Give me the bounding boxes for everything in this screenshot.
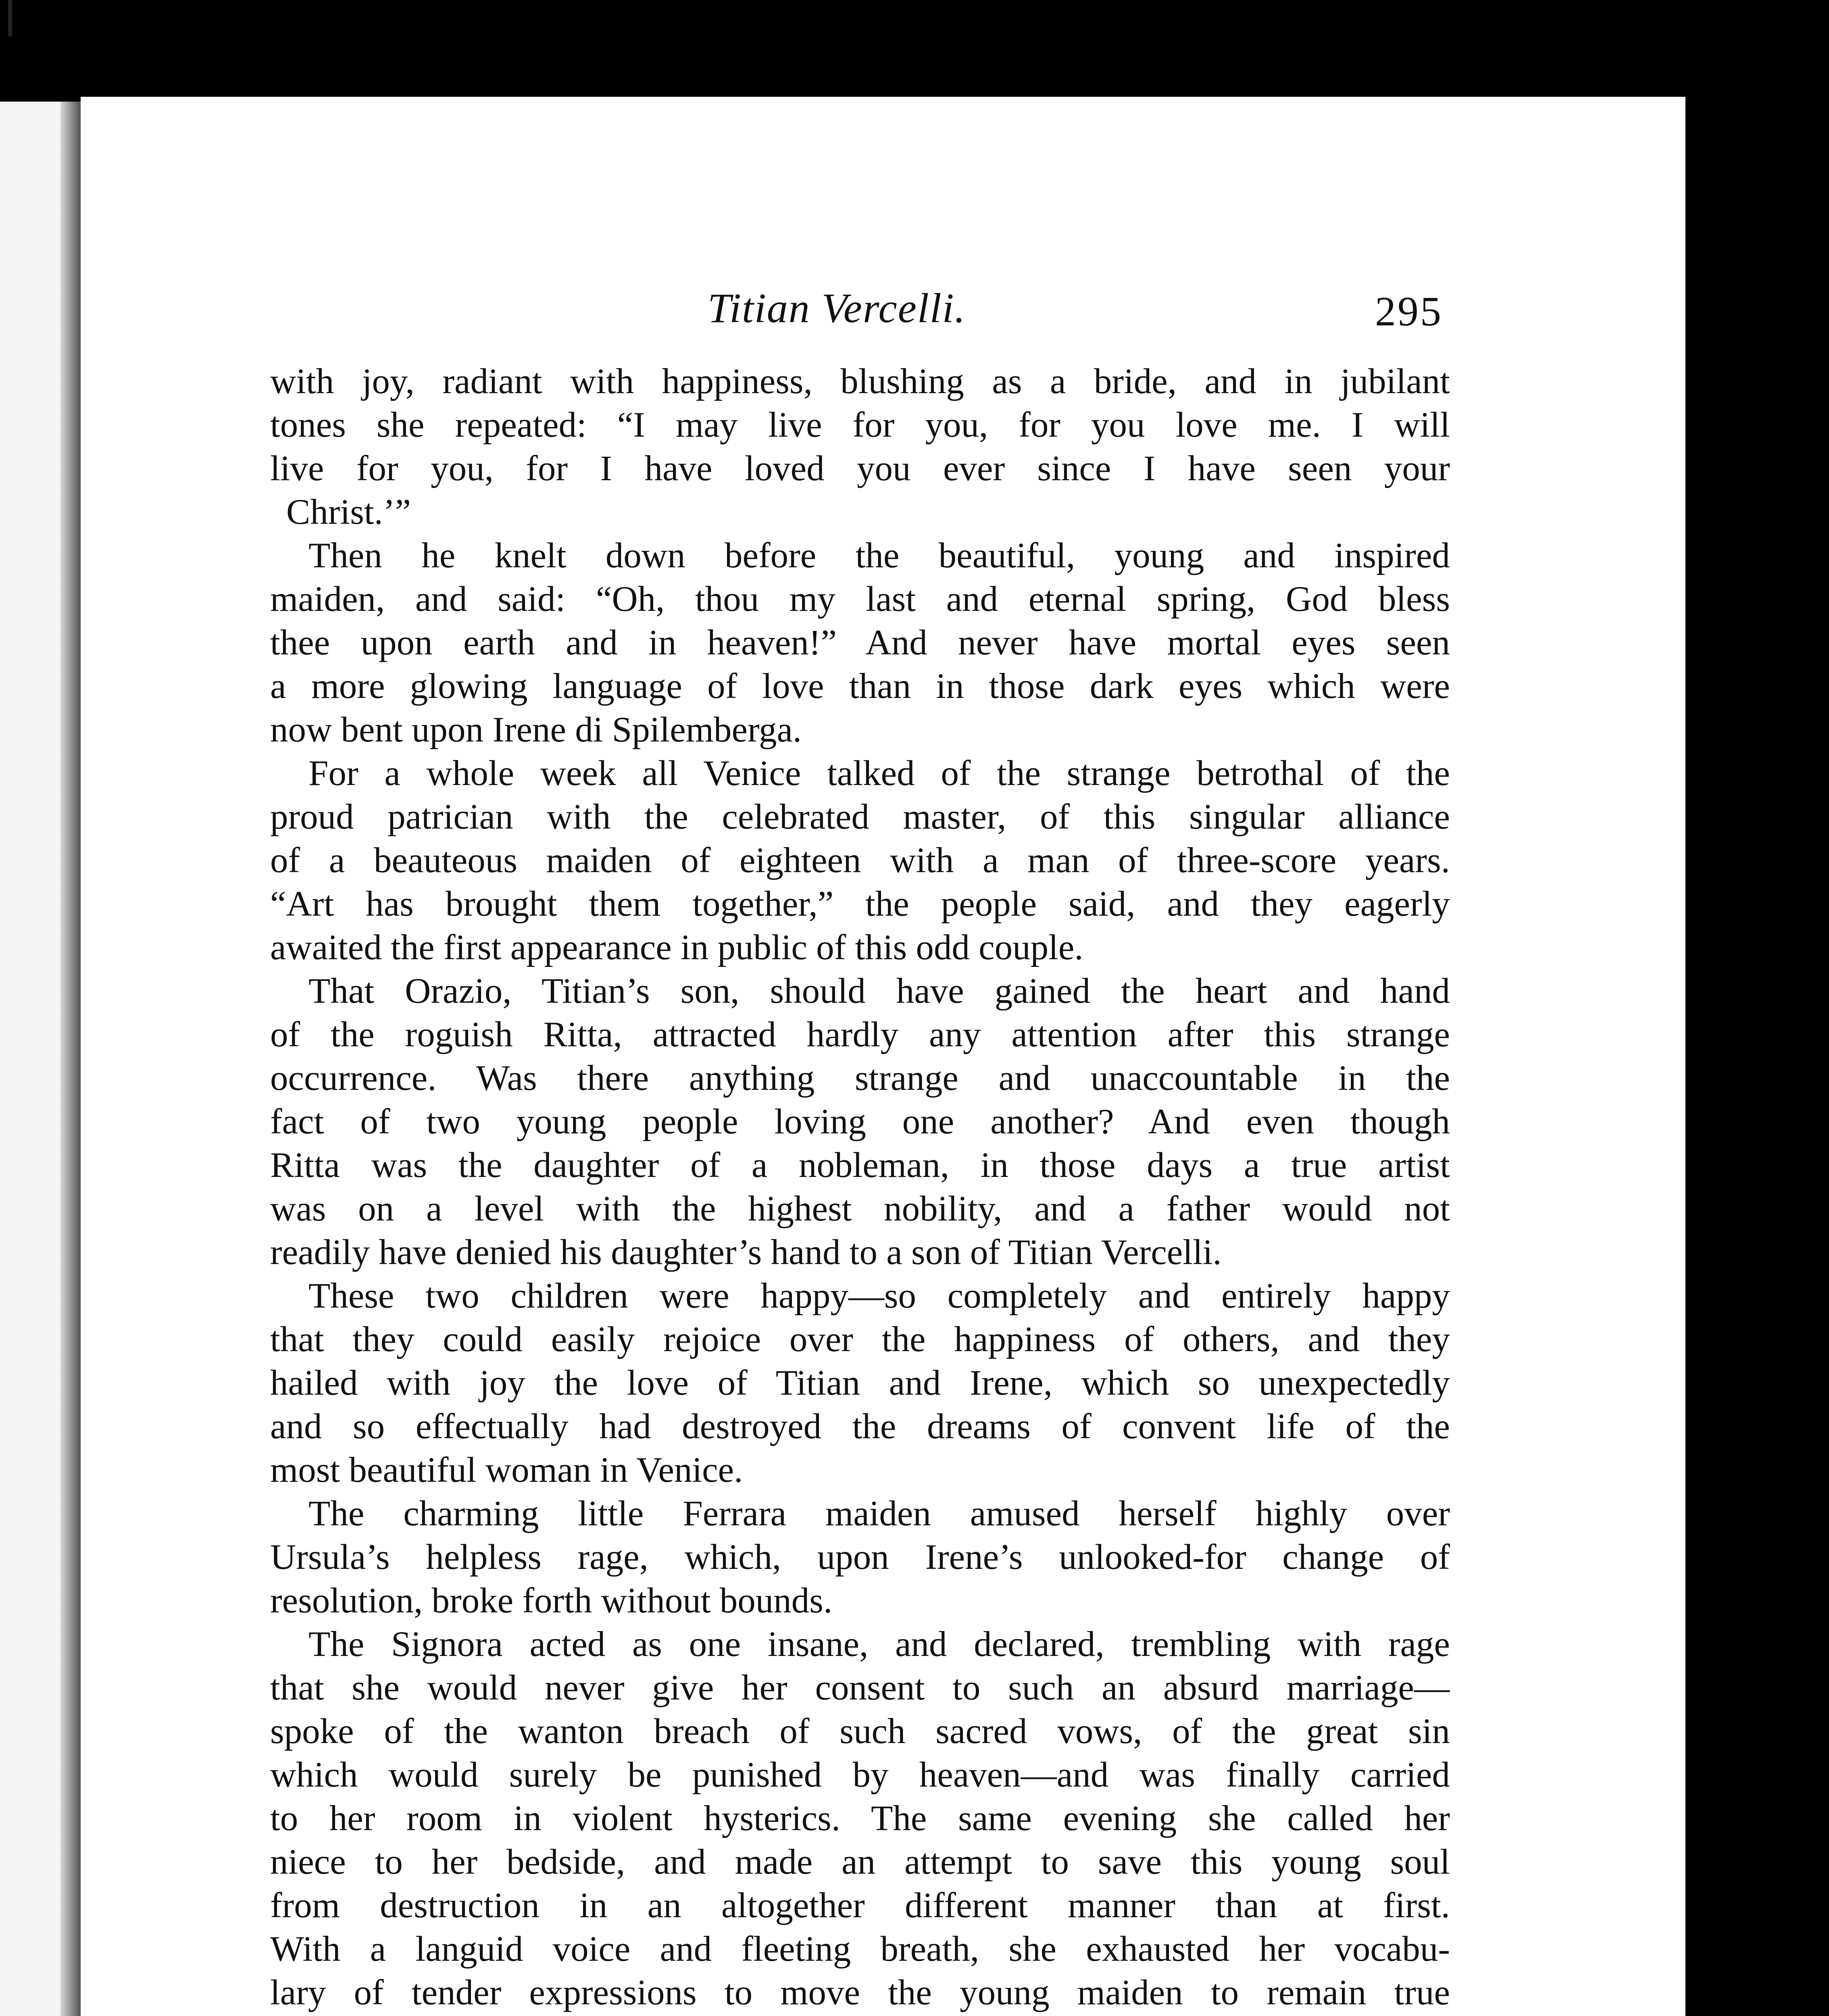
text-line: That Orazio, Titian’s son, should have gained the heart and hand [308, 971, 1450, 1011]
text-line [270, 2014, 1450, 2016]
text-line: The charming little Ferrara maiden amused herself highly over [308, 1494, 1450, 1533]
text-line: Then he knelt down before the beautiful, young and inspired [308, 536, 1450, 575]
text-line: with joy, radiant with happiness, blushing as a bride, and in jubilant [270, 362, 1450, 401]
running-head: Titian Vercelli. [708, 285, 966, 331]
text-line: of the roguish Ritta, attracted hardly any attention after this strange [270, 1015, 1450, 1054]
text-line: from destruction in an altogether different manner than at first. [270, 1886, 1450, 1925]
text-line: Christ.’” [286, 492, 411, 532]
text-line: Ursula’s helpless rage, which, upon Irene’s unlooked-for change of [270, 1537, 1450, 1577]
text-line: fact of two young people loving one another? And even though [270, 1102, 1450, 1141]
text-line: “Art has brought them together,” the people said, and they eagerly [270, 884, 1450, 924]
book-page [81, 97, 1685, 2016]
text-line: resolution, broke forth without bounds. [270, 1581, 833, 1620]
text-line: lary of tender expressions to move the young maiden to remain true [270, 1973, 1450, 2012]
text-line: With a languid voice and fleeting breath, she exhausted her vocabu- [270, 1929, 1450, 1969]
body-text [270, 360, 1450, 2016]
text-line: For a whole week all Venice talked of the strange betrothal of the [308, 754, 1450, 793]
text-line: awaited the first appearance in public of this odd couple. [270, 928, 1083, 967]
text-line: maiden, and said: “Oh, thou my last and eternal spring, God bless [270, 579, 1450, 619]
text-line: and so effectually had destroyed the dreams of convent life of the [270, 1407, 1450, 1446]
text-line: live for you, for I have loved you ever since I have seen your [270, 449, 1450, 488]
text-line: thee upon earth and in heaven!” And never have mortal eyes seen [270, 623, 1450, 662]
text-line: that they could easily rejoice over the happiness of others, and they [270, 1320, 1450, 1359]
text-line: The Signora acted as one insane, and declared, trembling with rage [308, 1624, 1450, 1664]
text-line: hailed with joy the love of Titian and Irene, which so unexpectedly [270, 1363, 1450, 1403]
text-line: now bent upon Irene di Spilemberga. [270, 710, 802, 750]
page-number: 295 [1375, 288, 1443, 335]
text-line: proud patrician with the celebrated master, of this singular alliance [270, 797, 1450, 837]
text-line: Ritta was the daughter of a nobleman, in those days a true artist [270, 1145, 1450, 1185]
text-line: that she would never give her consent to such an absurd marriage— [270, 1668, 1450, 1708]
text-line: most beautiful woman in Venice. [270, 1450, 743, 1490]
text-line: spoke of the wanton breach of such sacred vows, of the great sin [270, 1712, 1450, 1751]
page-header [81, 284, 1685, 345]
text-line: tones she repeated: “I may live for you, for you love me. I will [270, 405, 1450, 445]
text-line: a more glowing language of love than in those dark eyes which were [270, 666, 1450, 706]
text-line: readily have denied his daughter’s hand to a son of Titian Vercelli. [270, 1233, 1222, 1272]
text-line: was on a level with the highest nobility, and a father would not [270, 1189, 1450, 1229]
text-line: These two children were happy—so completely and entirely happy [308, 1276, 1450, 1316]
text-line: of a beauteous maiden of eighteen with a man of three-score years. [270, 841, 1450, 880]
text-line: to her room in violent hysterics. The same evening she called her [270, 1799, 1450, 1838]
scan-corner-mark [8, 0, 12, 36]
text-line: niece to her bedside, and made an attempt to save this young soul [270, 1842, 1450, 1882]
text-line: which would surely be punished by heaven—and was finally carried [270, 1755, 1450, 1795]
facing-page-edge [0, 102, 69, 2016]
text-line: occurrence. Was there anything strange and unaccountable in the [270, 1058, 1450, 1098]
